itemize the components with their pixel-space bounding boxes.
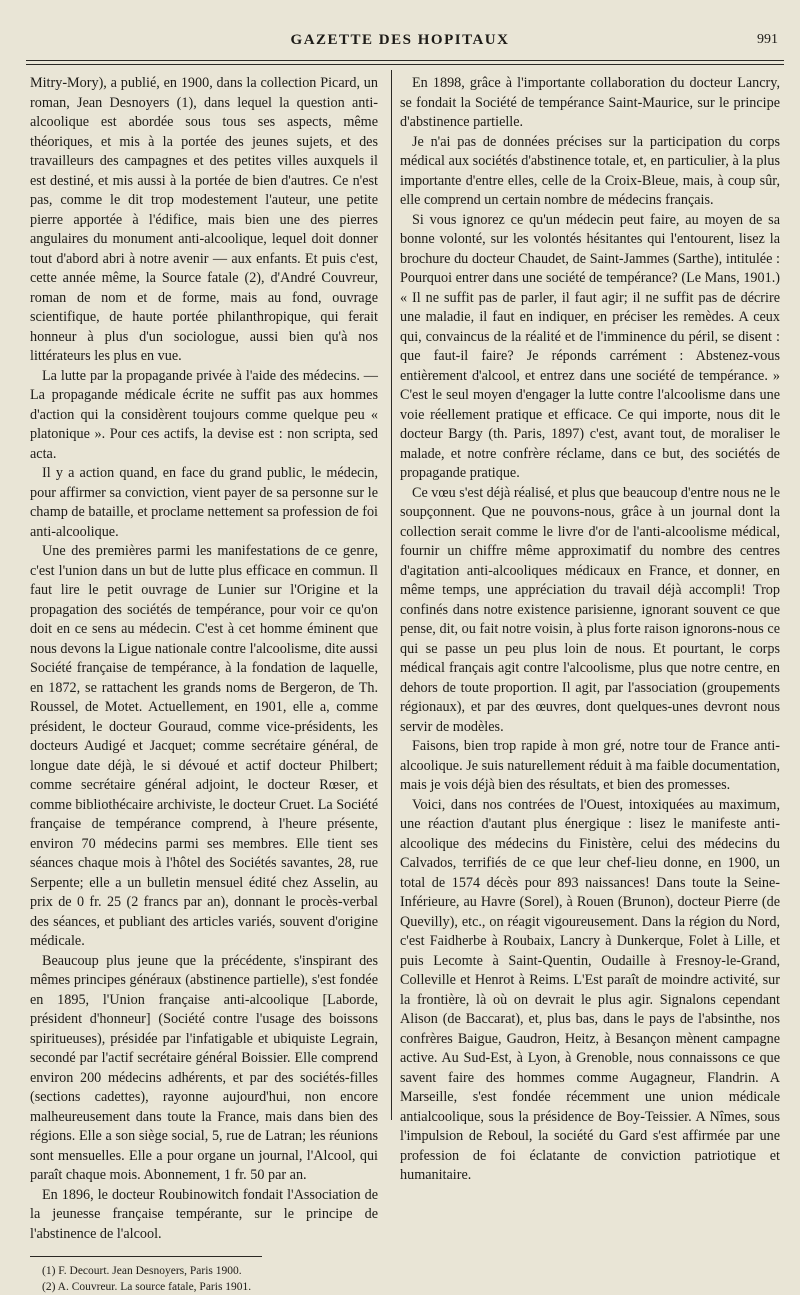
header-rule xyxy=(26,60,784,61)
paragraph: Mitry-Mory), a publié, en 1900, dans la collection Picard, un roman, Jean Desnoyers (1), dans lequel la question anti-alcoolique est abordée sous tous ses aspects, même théoriques, et mis à la portée des jeunes sujets, et des travailleurs des campagnes et des petites villes auxquels il est destiné, et mis aussi à la portée de bien d'autres. Ce n'est pas, comme le dit trop modestement l'auteur, une petite pierre apportée à l'édifice, mais bien une des pierres angulaires du monument anti-alcoolique, lequel doit donner tout d'abord abri à notre avenir — aux enfants. Et puis c'est, cette année même, la Source fatale (2), d'André Couvreur, roman de nom et de forme, mais au fond, ouvrage scientifique, de haute portée philanthropique, qui ferait honneur à plus d'un sociologue, aussi bien qu'à nos littérateurs les plus en vue. xyxy=(30,75,378,364)
column-separator xyxy=(391,70,392,1120)
paragraph: Voici, dans nos contrées de l'Ouest, intoxiquées au maximum, une réaction d'autant plus énergique : lisez le manifeste anti-alcoolique des médecins du Finistère, celui des médecins du Calvados, terrifiés de ce que leur chef-lieu donne, en 1900, un total de 1574 décès pour 893 naissances! Dans toute la Seine-Inférieure, au Havre (Sorel), à Rouen (Brunon), docteur Pierre (de Quevilly), etc., on réagit vigoureusement. Dans la région du Nord, c'est Faidherbe à Roubaix, Lancry à Dunkerque, Folet à Lille, et puis Lecomte à Saint-Quentin, Oudaille à Fresnoy-le-Grand, Colleville et Henrot à Reims. L'Est paraît de moindre activité, sur la frontière, là où on devrait le plus agir. Signalons cependant Alison (de Baccarat), et, plus bas, dans le pays de l'absinthe, nos confrères Baigue, Gaudron, Heitz, à Besançon mènent campagne active. Au Sud-Est, à Lyon, à Grenoble, nous connaissons ce que savent faire des hommes comme Augagneur, Flandrin. A Marseille, s'est fondée récemment une union médicale antialcoolique, sous la présidence de Boy-Teissier. A Nîmes, sous l'impulsion de Reboul, la société du Gard s'est affirmée par une profession de foi éclatante de conviction patriotique et humanitaire. xyxy=(400,796,780,1183)
paragraph: Je n'ai pas de données précises sur la participation du corps médical aux sociétés d'abstinence totale, et, en particulier, à la plus importante d'entre elles, celle de la Croix-Bleue, mais, à coup sûr, elle comprend un certain nombre de médecins français. xyxy=(400,133,780,208)
journal-title: GAZETTE DES HOPITAUX xyxy=(290,32,510,48)
page-number: 991 xyxy=(757,32,778,47)
footnote: (2) A. Couvreur. La source fatale, Paris 1901. xyxy=(42,1281,252,1293)
paragraph: Il y a action quand, en face du grand public, le médecin, pour affirmer sa conviction, vient payer de sa personne sur le champ de bataille, et proclame nettement sa profession de foi anti-alcoolique. xyxy=(30,465,378,540)
right-column xyxy=(400,74,780,1186)
left-column xyxy=(30,74,378,1295)
header-rule-thin xyxy=(26,64,784,65)
footnote: (1) F. Decourt. Jean Desnoyers, Paris 1900. xyxy=(42,1265,242,1277)
paragraph: Une des premières parmi les manifestations de ce genre, c'est l'union dans un but de lutte plus efficace en commun. Il faut lire le petit ouvrage de Lunier sur l'Origine et la propagation des sociétés de tempérance, pour voir ce qu'on doit en ce sens au médecin. C'est à cet homme éminent que nous devons la Ligue nationale contre l'alcoolisme, dite aussi Société française de tempérance, à la fondation de laquelle, en 1872, se rattachent les grands noms de Bergeron, de Th. Roussel, de Motet. Actuellement, en 1901, elle a, comme président, le docteur Gouraud, comme vice-présidents, les docteurs Audigé et Jacquet; comme secrétaire général, de longue date déjà, le si dévoué et actif docteur Philbert; comme secrétaire général adjoint, le docteur Rœser, et comme bibliothécaire archiviste, le docteur Cruet. La Société française de tempérance comprend, à l'heure présente, environ 70 médecins parmi ses membres. Elle tient ses séances chaque mois à l'hôtel des Sociétés savantes, 28, rue Serpente; elle a un bulletin mensuel édité chez Asselin, au prix de 0 fr. 25 (2 francs par an), donnant le procès-verbal des séances, et publiant des articles variés, souvent d'origine médicale. xyxy=(30,543,378,949)
paragraph: En 1898, grâce à l'importante collaboration du docteur Lancry, se fondait la Société de tempérance Saint-Maurice, sur le principe d'abstinence partielle. xyxy=(400,75,780,130)
footnote-rule xyxy=(30,1256,262,1257)
page-header xyxy=(0,28,800,58)
paragraph: Ce vœu s'est déjà réalisé, et plus que beaucoup d'entre nous ne le soupçonnent. Que ne pouvons-nous, grâce à un journal dont la collection serait comme le livre d'or de l'anti-alcoolisme médical, fournir un chiffre même approximatif du nombre des centres d'agitation anti-alcooliques médicaux en France, et donner, en même temps, une appréciation du travail déjà accompli! Trop confinés dans notre existence parisienne, ignorant souvent ce que pense, dit, ou fait notre voisin, à plus forte raison ignorons-nous ce qui se passe un peu plus loin de nous. Et pourtant, le corps médical français agit contre l'alcoolisme, plus que notre centre, en dehors de toute proportion. Il agit, par l'association (groupements régionaux), et par des œuvres, dont quelques-unes devront nous servir de modèles. xyxy=(400,484,780,735)
paragraph: Faisons, bien trop rapide à mon gré, notre tour de France anti-alcoolique. Je suis naturellement réduit à ma faible documentation, mais je vois déjà bien des résultats, et bien des promesses. xyxy=(400,738,780,793)
paragraph: La lutte par la propagande privée à l'aide des médecins. — La propagande médicale écrite ne suffit pas aux hommes d'action qui la considèrent toujours comme quelque peu « platonique ». Pour ces actifs, la devise est : non scripta, sed acta. xyxy=(30,367,378,462)
paragraph: Si vous ignorez ce qu'un médecin peut faire, au moyen de sa bonne volonté, sur les volontés hésitantes qui l'entourent, lisez la brochure du docteur Chaudet, de Saint-Jammes (Sarthe), intitulée : Pourquoi entrer dans une société de tempérance? (Le Mans, 1901.) « Il ne suffit pas de parler, il faut agir; il ne suffit pas de décrire une maladie, il faut en indiquer, en préciser les remèdes. A ceux qui, convaincus de la réalité et de l'imminence du péril, se disent : que faut-il faire? Je réponds carrément : Abstenez-vous entièrement d'alcool, et entrez dans une société de tempérance. » C'est le seul moyen d'engager la lutte contre l'alcoolisme dans une voie réellement pratique et efficace. Ce qui importe, nous dit le docteur Bargy (th. Paris, 1897) c'est, avant tout, de moraliser le malade, et notre confrère réclame, dans ce but, des sociétés de propagande pratique. xyxy=(400,211,780,481)
paragraph: Beaucoup plus jeune que la précédente, s'inspirant des mêmes principes généraux (abstinence partielle), s'est fondée en 1895, l'Union française anti-alcoolique [Laborde, président d'honneur] (Société contre l'usage des boissons spiritueuses), présidée par l'infatigable et ubiquiste Legrain, secondé par l'actif secrétaire général Boissier. Elle comprend environ 200 médecins adhérents, et par des sociétés-filles (sections cadettes), rayonne aujourd'hui, non encore malheureusement dans toute la France, mais dans bien des régions. Elle a son siège social, 5, rue de Latran; les réunions sont mensuelles. Elle a pour organe un journal, l'Alcool, qui paraît chaque mois. Abonnement, 1 fr. 50 par an. xyxy=(30,952,378,1183)
paragraph: En 1896, le docteur Roubinowitch fondait l'Association de la jeunesse française tempérante, sur le principe de l'abstinence de l'alcool. xyxy=(30,1186,378,1242)
